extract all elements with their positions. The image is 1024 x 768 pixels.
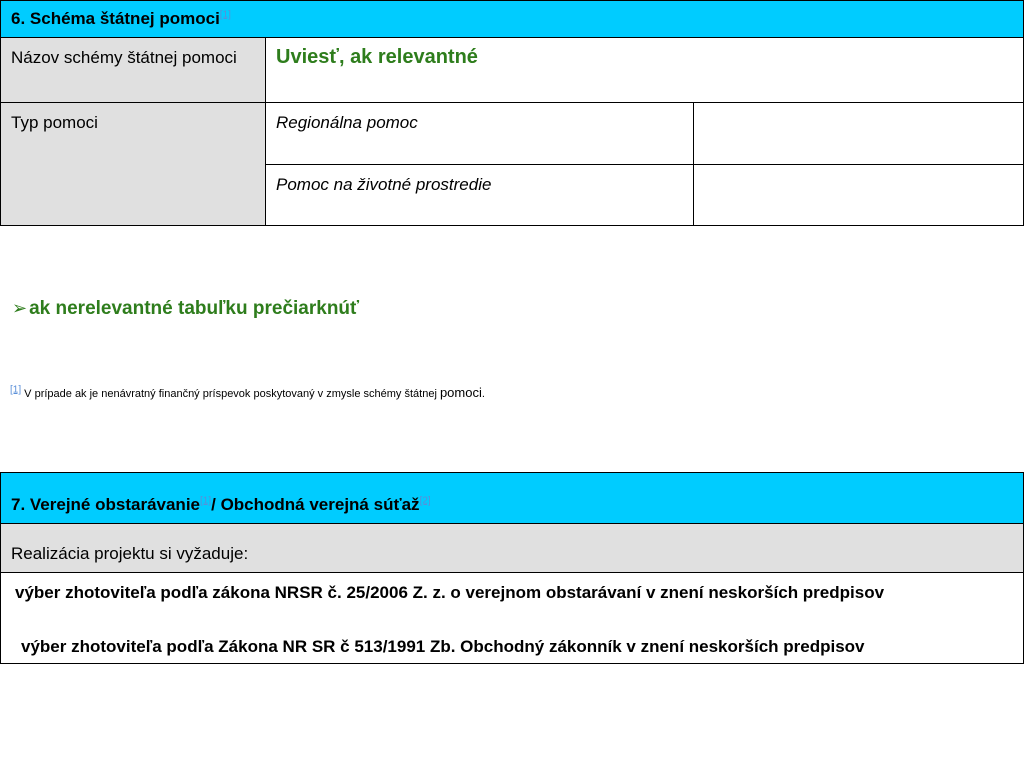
footnote: [10, 385, 485, 400]
procurement-header: [0, 472, 1024, 524]
procurement-options: [0, 572, 1024, 664]
procurement-table: [0, 472, 1024, 664]
aid-type-environment-value[interactable]: [693, 164, 1024, 226]
state-aid-table: [0, 0, 1024, 226]
cross-out-note: [12, 298, 359, 320]
procurement-ref-1[interactable]: [1]: [200, 495, 212, 507]
procurement-option-commercial[interactable]: výber zhotoviteľa podľa Zákona NR SR č 513/1991 Zb. Obchodný zákonník v znení neskorších predpisov: [21, 637, 865, 656]
procurement-title: 7. Verejné obstarávanie: [11, 495, 200, 514]
footnote-text: V prípade ak je nenávratný finančný príspevok poskytovaný v zmysle schémy štátnej: [21, 388, 440, 400]
realization-label: Realizácia projektu si vyžaduje:: [0, 523, 1024, 573]
procurement-title-sep: / Obchodná verejná súťaž: [211, 495, 420, 514]
aid-type-environment-label: Pomoc na životné prostredie: [265, 164, 694, 226]
aid-type-regional-value[interactable]: [693, 102, 1024, 165]
arrow-bullet-icon: ➢: [12, 298, 28, 318]
state-aid-title-ref[interactable]: [1]: [219, 9, 231, 21]
scheme-name-label: Názov schémy štátnej pomoci: [0, 37, 266, 103]
procurement-option-public[interactable]: výber zhotoviteľa podľa zákona NRSR č. 25/2006 Z. z. o verejnom obstarávaní v znení neskorších predpisov: [15, 583, 885, 602]
procurement-ref-2[interactable]: [2]: [419, 495, 431, 507]
scheme-name-cell[interactable]: [265, 37, 1024, 103]
footnote-text-end: pomoci: [439, 385, 482, 400]
footnote-ref[interactable]: [1]: [10, 384, 22, 396]
aid-type-regional-label: Regionálna pomoc: [265, 102, 694, 165]
footnote-dot: .: [481, 388, 485, 400]
state-aid-title: 6. Schéma štátnej pomoci: [11, 9, 220, 28]
aid-type-label: Typ pomoci: [0, 102, 266, 226]
state-aid-header: [0, 0, 1024, 38]
cross-out-note-text: ak nerelevantné tabuľku prečiarknúť: [29, 298, 360, 319]
scheme-name-value: Uviesť, ak relevantné: [276, 46, 478, 68]
